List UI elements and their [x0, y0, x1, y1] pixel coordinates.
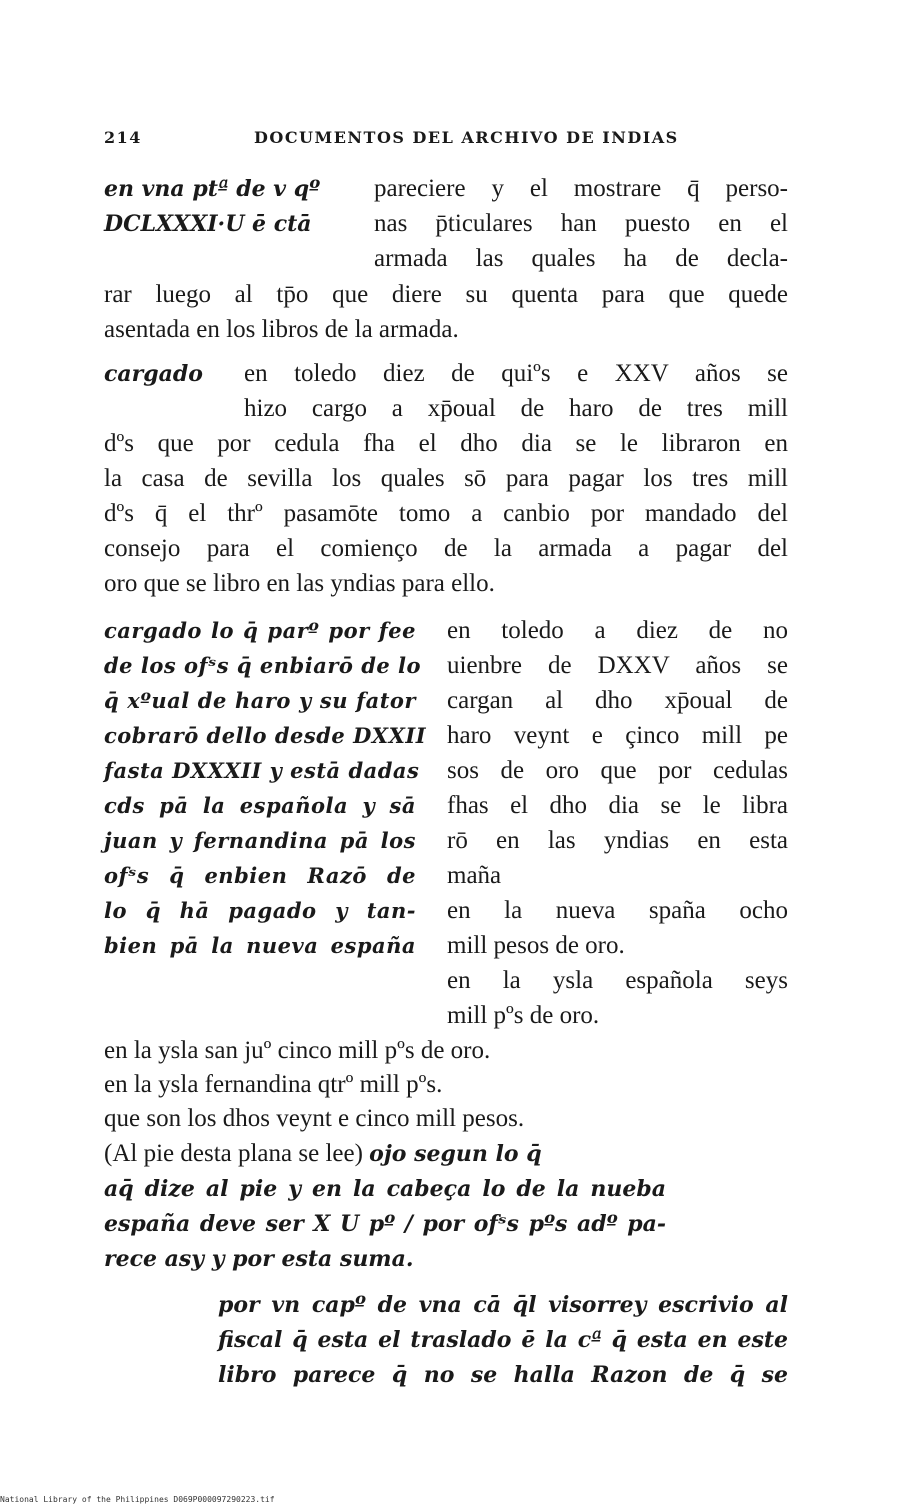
text-line: la casa de sevilla los quales sō para pagar los tres mill	[104, 465, 788, 492]
text-line: pareciere y el mostrare q̄ perso-	[374, 175, 788, 202]
text-line: rō en las yndias en esta	[447, 827, 788, 854]
text-line: oro que se libro en las yndias para ello.	[104, 570, 495, 597]
margin-note: cargado	[104, 361, 203, 387]
text-line: asentada en los libros de la armada.	[104, 316, 459, 343]
text-line: en toledo diez de quiºs e XXV años se	[244, 360, 788, 387]
margin-note: bien pā la nueva españa	[104, 933, 416, 958]
text-line	[104, 1137, 542, 1171]
text-line: por vn capº de vna cā q̄l visorrey escrivio al	[218, 1292, 788, 1318]
margin-note: cds pā la española y sā	[104, 793, 416, 818]
text-line: que son los dhos veynt e cinco mill pesos.	[104, 1105, 525, 1132]
text-line: consejo para el comienço de la armada a pagar del	[104, 535, 788, 562]
margin-note: fasta DXXXII y estā dadas	[104, 758, 420, 783]
text-line: dºs q̄ el thrº pasamōte tomo a canbio por mandado del	[104, 500, 788, 527]
margin-note: lo q̄ hā pagado y tan-	[104, 898, 416, 923]
page-number: 214	[104, 128, 142, 147]
editorial-note: (Al pie desta plana se lee)	[104, 1140, 370, 1167]
text-line: aq̄ dize al pie y en la cabeça lo de la nueba	[104, 1176, 666, 1202]
margin-note: DCLXXXI·U ē ctā	[104, 211, 312, 237]
text-line: hizo cargo a xp̄oual de haro de tres mill	[244, 395, 788, 422]
text-line: mill pºs de oro.	[447, 1002, 600, 1029]
margin-note: de los ofˢs q̄ enbiarō de lo	[104, 653, 422, 678]
text-line: rar luego al tp̄o que diere su quenta para que quede	[104, 281, 788, 308]
quoted-note: ojo segun lo q̄	[369, 1141, 542, 1167]
margin-note: juan y fernandina pā los	[104, 828, 416, 853]
text-line: libro parece q̄ no se halla Razon de q̄ se	[218, 1362, 788, 1388]
margin-note: cargado lo q̄ parº por fee	[104, 618, 416, 643]
text-line: nas p̄ticulares han puesto en el	[374, 210, 788, 237]
text-line: maña	[447, 862, 502, 889]
text-line: en la ysla española seys	[447, 967, 788, 994]
text-line: en la ysla san juº cinco mill pºs de oro.	[104, 1037, 491, 1064]
text-line: en la ysla fernandina qtrº mill pºs.	[104, 1071, 443, 1098]
text-line: uienbre de DXXV años se	[447, 652, 788, 679]
text-line: fhas el dho dia se le libra	[447, 792, 788, 819]
running-title: DOCUMENTOS DEL ARCHIVO DE INDIAS	[254, 128, 679, 147]
text-line: fiscal q̄ esta el traslado ē la cª q̄ esta en este	[218, 1327, 788, 1353]
text-line: rece asy y por esta suma.	[104, 1246, 414, 1272]
text-line: mill pesos de oro.	[447, 932, 625, 959]
margin-note: en vna ptª de v qº	[104, 176, 321, 202]
text-line: armada las quales ha de decla-	[374, 245, 788, 272]
scan-footer: National Library of the Philippines D069P000097290223.tif	[0, 1495, 275, 1504]
text-line: sos de oro que por cedulas	[447, 757, 788, 784]
margin-note: cobrarō dello desde DXXII	[104, 723, 427, 748]
margin-note: q̄ xºual de haro y su fator	[104, 688, 416, 713]
text-line: cargan al dho xp̄oual de	[447, 687, 788, 714]
text-line: dºs que por cedula fha el dho dia se le libraron en	[104, 430, 788, 457]
text-line: españa deve ser X U pº / por ofˢs pºs adº pa-	[104, 1211, 666, 1237]
margin-note: ofˢs q̄ enbien Razō de	[104, 863, 416, 888]
text-line: haro veynt e çinco mill pe	[447, 722, 788, 749]
text-line: en la nueva spaña ocho	[447, 897, 788, 924]
text-line: en toledo a diez de no	[447, 617, 788, 644]
